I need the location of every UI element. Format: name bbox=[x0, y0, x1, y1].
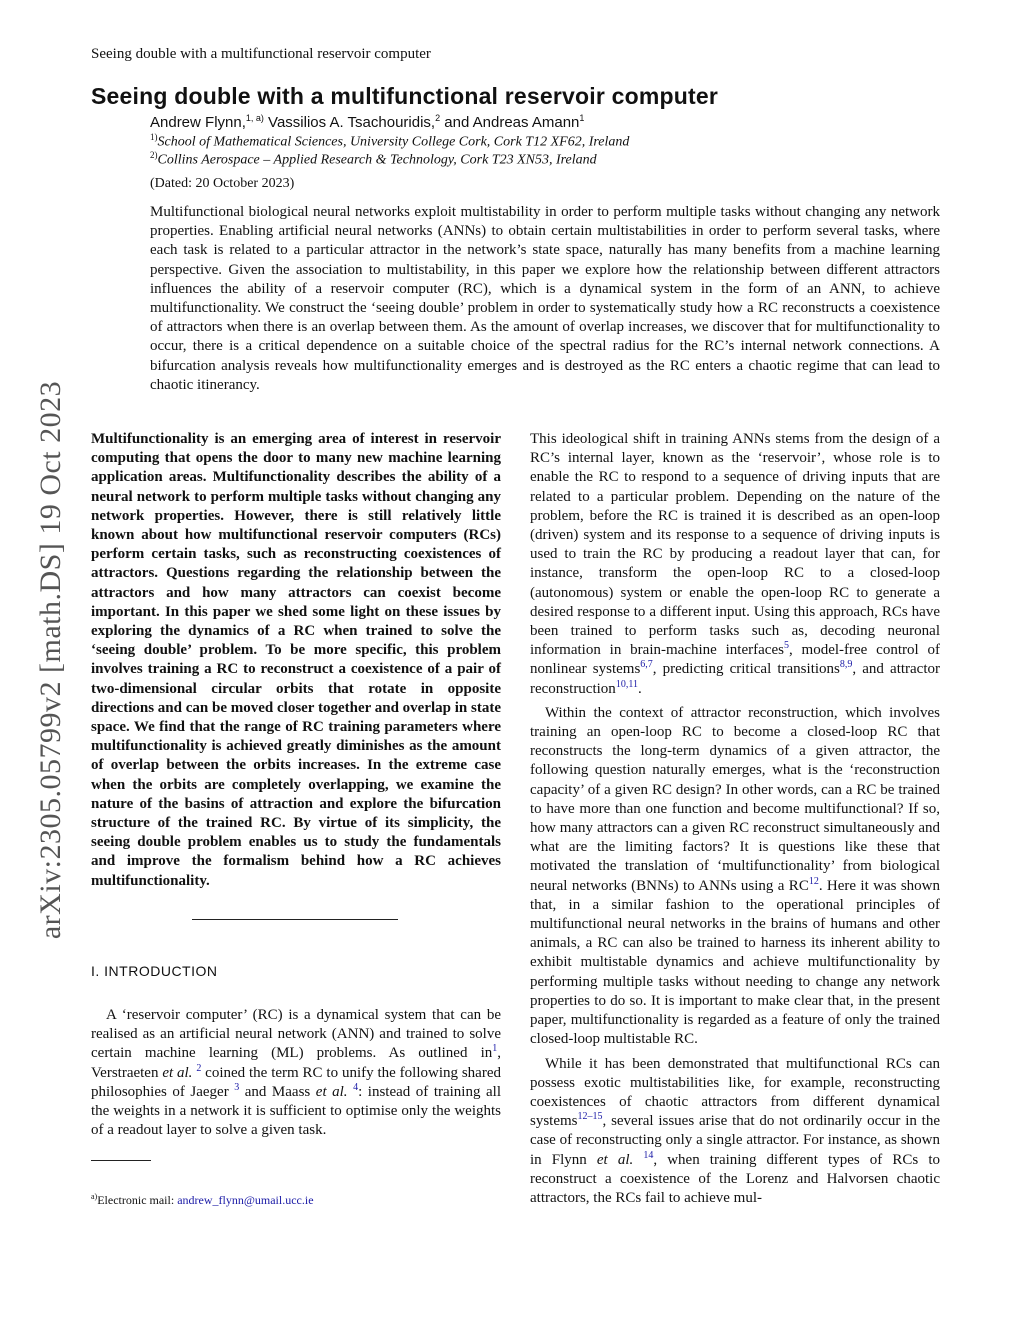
body-text: . bbox=[637, 680, 642, 697]
right-paragraph-3 bbox=[530, 1055, 940, 1209]
affiliation-1 bbox=[150, 132, 629, 151]
citation-link[interactable]: 8,9 bbox=[839, 659, 853, 671]
citation-link[interactable]: 5 bbox=[783, 640, 789, 652]
intro-text: and Maass bbox=[239, 1083, 316, 1100]
body-text: , model-free control of nonlinear systems bbox=[530, 642, 940, 678]
citation-link[interactable]: 2 bbox=[196, 1062, 202, 1074]
right-paragraph-2 bbox=[530, 704, 940, 1050]
body-text: Within the context of attractor reconstruction, which involves training an open-loop RC to become a closed-loop RC that reconstructs the long-term dynamics of a given attractor, the following question naturally emerges, what is the ‘reconstruction capacity’ of a given RC design? In other words, can a RC be trained to have more than one function and become multifunctional? If so, how many attractors can a given RC reconstruct simultaneously and what are the limiting factors? It is questions like these that motivated the translation of ‘multifunctionality’ from biological neural networks (BNNs) to ANNs using a RC bbox=[530, 704, 940, 894]
intro-column bbox=[91, 1006, 501, 1140]
body-text: , and attractor reconstruction bbox=[530, 661, 941, 697]
citation-link[interactable]: 4 bbox=[353, 1081, 359, 1093]
section-heading-introduction: I. INTRODUCTION bbox=[91, 963, 218, 979]
body-text: This ideological shift in training ANNs stems from the design of a RC’s internal layer, known as the ‘reservoir’, whose role is to enable the RC to respond to a sequence of driving inputs that are related to a particular problem. Depending on the nature of the problem, before the RC is trained it is described as an open-loop (driven) system and its response to a sequence of driving inputs is used to train the RC by producing a readout layer that can, for instance, transform the open-loop RC to a closed-loop (autonomous) system or enable the open-loop RC to generate a desired response to a different input. Using this approach, RCs have been trained to perform tasks such as, decoding neuronal information in brain-machine interfaces bbox=[530, 431, 940, 659]
affiliation-1-mark: 1) bbox=[150, 132, 158, 142]
affiliation-2-text: Collins Aerospace – Applied Research & Technology, Cork T23 XN53, Ireland bbox=[157, 152, 597, 168]
body-text: . Here it was shown that, in a similar fashion to the operational principles of multifunctional neural networks in the brains of humans and other animals, a RC can also be trained to harness its inherent ability to exhibit multistable dynamics and achieve multifunctionality by performing multiple tasks without needing to change any network properties to do so. It is important to make clear that, in the present paper, multifunctionality is regarded as a feature of only the trained closed-loop multistable RC. bbox=[530, 877, 940, 1048]
footnote-mark: a) bbox=[91, 1192, 98, 1201]
author-amann-marks: 1 bbox=[579, 113, 585, 123]
paper-title: Seeing double with a multifunctional reservoir computer bbox=[91, 83, 718, 109]
arxiv-sidebar bbox=[1, 340, 101, 980]
body-text: While it has been demonstrated that multifunctional RCs can possess exotic multistabilities like, for example, reconstructing coexistences of chaotic attractors from different dynamical systems bbox=[530, 1055, 940, 1130]
separator-rule bbox=[192, 919, 398, 920]
body-text: , several issues arise that do not ordinarily occur in the case of reconstructing only a single attractor. For instance, as shown in Flynn bbox=[530, 1113, 940, 1168]
body-text: , predicting critical transitions bbox=[652, 661, 840, 678]
lead-paragraph: Multifunctionality is an emerging area of interest in reservoir computing that opens the door to many new machine learning application areas. Multifunctionality describes the ability of a neural network to perform multiple tasks without changing any network properties. However, there is still relatively little known about how multifunctional reservoir computers (RCs) perform certain tasks, such as reconstructing coexistences of attractors. Questions regarding the relationship between the attractors and how many attractors can coexist become important. In this paper we shed some light on these issues by exploring the dynamics of a RC when trained to solve the ‘seeing double’ problem. To be more specific, this problem involves training a RC to reconstruct a coexistence of a pair of two-dimensional circular orbits that rotate in opposite directions and can be moved closer together and overlap in state space. We find that the range of RC training parameters where multifunctionality is achieved greatly diminishes as the amount of overlap between the orbits increases. In the extreme case when the orbits are completely overlapping, we examine the nature of the basins of attraction and explore the bifurcation structure of the trained RC. By virtue of its simplicity, the seeing double problem enables us to study the fundamentals and improve the formalism behind how a RC achieves multifunctionality. bbox=[91, 431, 501, 889]
citation-link[interactable]: 12–15 bbox=[577, 1111, 603, 1123]
intro-etal: et al. bbox=[315, 1083, 348, 1100]
right-column bbox=[530, 430, 940, 1208]
body-etal: et al. bbox=[596, 1151, 634, 1168]
arxiv-id: arXiv:2305.05799v2 [math.DS] 19 Oct 2023 bbox=[34, 380, 67, 940]
author-tsachouridis: Vassilios A. Tsachouridis, bbox=[263, 114, 436, 131]
citation-link[interactable]: 6,7 bbox=[640, 659, 653, 671]
citation-link[interactable]: 12 bbox=[808, 875, 819, 887]
author-amann: and Andreas Amann bbox=[440, 114, 580, 131]
intro-text: , Verstraeten bbox=[91, 1045, 501, 1081]
running-head: Seeing double with a multifunctional reservoir computer bbox=[91, 46, 431, 62]
intro-text: : instead of training all the weights in a network it is sufficient to optimise only the weights of a readout layer to solve a given task. bbox=[91, 1083, 501, 1139]
body-text: , when training different types of RCs to reconstruct a coexistence of the Lorenz and Halvorsen chaotic attractors, the RCs fail to achieve mul- bbox=[530, 1151, 941, 1206]
citation-link[interactable]: 10,11 bbox=[615, 678, 638, 690]
left-column bbox=[91, 430, 501, 891]
affiliation-1-text: School of Mathematical Sciences, University College Cork, Cork T12 XF62, Ireland bbox=[157, 134, 630, 150]
footnote bbox=[91, 1192, 314, 1208]
author-flynn: Andrew Flynn, bbox=[150, 114, 246, 131]
citation-link[interactable]: 14 bbox=[643, 1149, 654, 1161]
abstract: Multifunctional biological neural networks exploit multistability in order to perform multiple tasks without changing any network properties. Enabling artificial neural networks (ANNs) to obtain certain multistabilities in order to perform several tasks, where each task is related to a particular attractor in the network’s state space, naturally has many benefits from a machine learning perspective. Given the association to multistability, in this paper we explore how the relationship between different attractors influences the ability of a reservoir computer (RC), which is a dynamical system in the form of an ANN, to achieve multifunctionality. We construct the ‘seeing double’ problem in order to systematically study how a RC reconstructs a coexistence of attractors when there is an overlap between them. As the amount of overlap increases, we discover that for multifunctionality to occur, there is a critical dependence on a suitable choice of the spectral radius for the RC’s internal network connections. A bifurcation analysis reveals how multifunctionality emerges and is destroyed as the RC enters a chaotic regime that can lead to chaotic itinerancy. bbox=[150, 204, 940, 393]
author-tsachouridis-marks: 2 bbox=[435, 113, 441, 123]
affiliation-2-mark: 2) bbox=[150, 150, 158, 160]
footnote-label: Electronic mail: bbox=[97, 1193, 178, 1207]
right-paragraph-1 bbox=[530, 430, 940, 699]
intro-etal: et al. bbox=[162, 1064, 193, 1081]
citation-link[interactable]: 3 bbox=[234, 1081, 240, 1093]
affiliation-2 bbox=[150, 150, 597, 169]
author-list bbox=[150, 113, 584, 131]
intro-text: coined the term RC to unify the following shared philosophies of Jaeger bbox=[91, 1064, 501, 1100]
intro-text: A ‘reservoir computer’ (RC) is a dynamical system that can be realised as an artificial neural network (ANN) and trained to solve certain machine learning (ML) problems. As outlined in bbox=[91, 1007, 501, 1062]
citation-link[interactable]: 1 bbox=[492, 1043, 498, 1055]
dated-line: (Dated: 20 October 2023) bbox=[150, 176, 295, 191]
footnote-rule bbox=[91, 1160, 151, 1161]
intro-paragraph-1 bbox=[91, 1006, 501, 1140]
email-link[interactable]: andrew_flynn@umail.ucc.ie bbox=[177, 1193, 314, 1207]
author-flynn-marks: 1, a) bbox=[245, 113, 264, 123]
